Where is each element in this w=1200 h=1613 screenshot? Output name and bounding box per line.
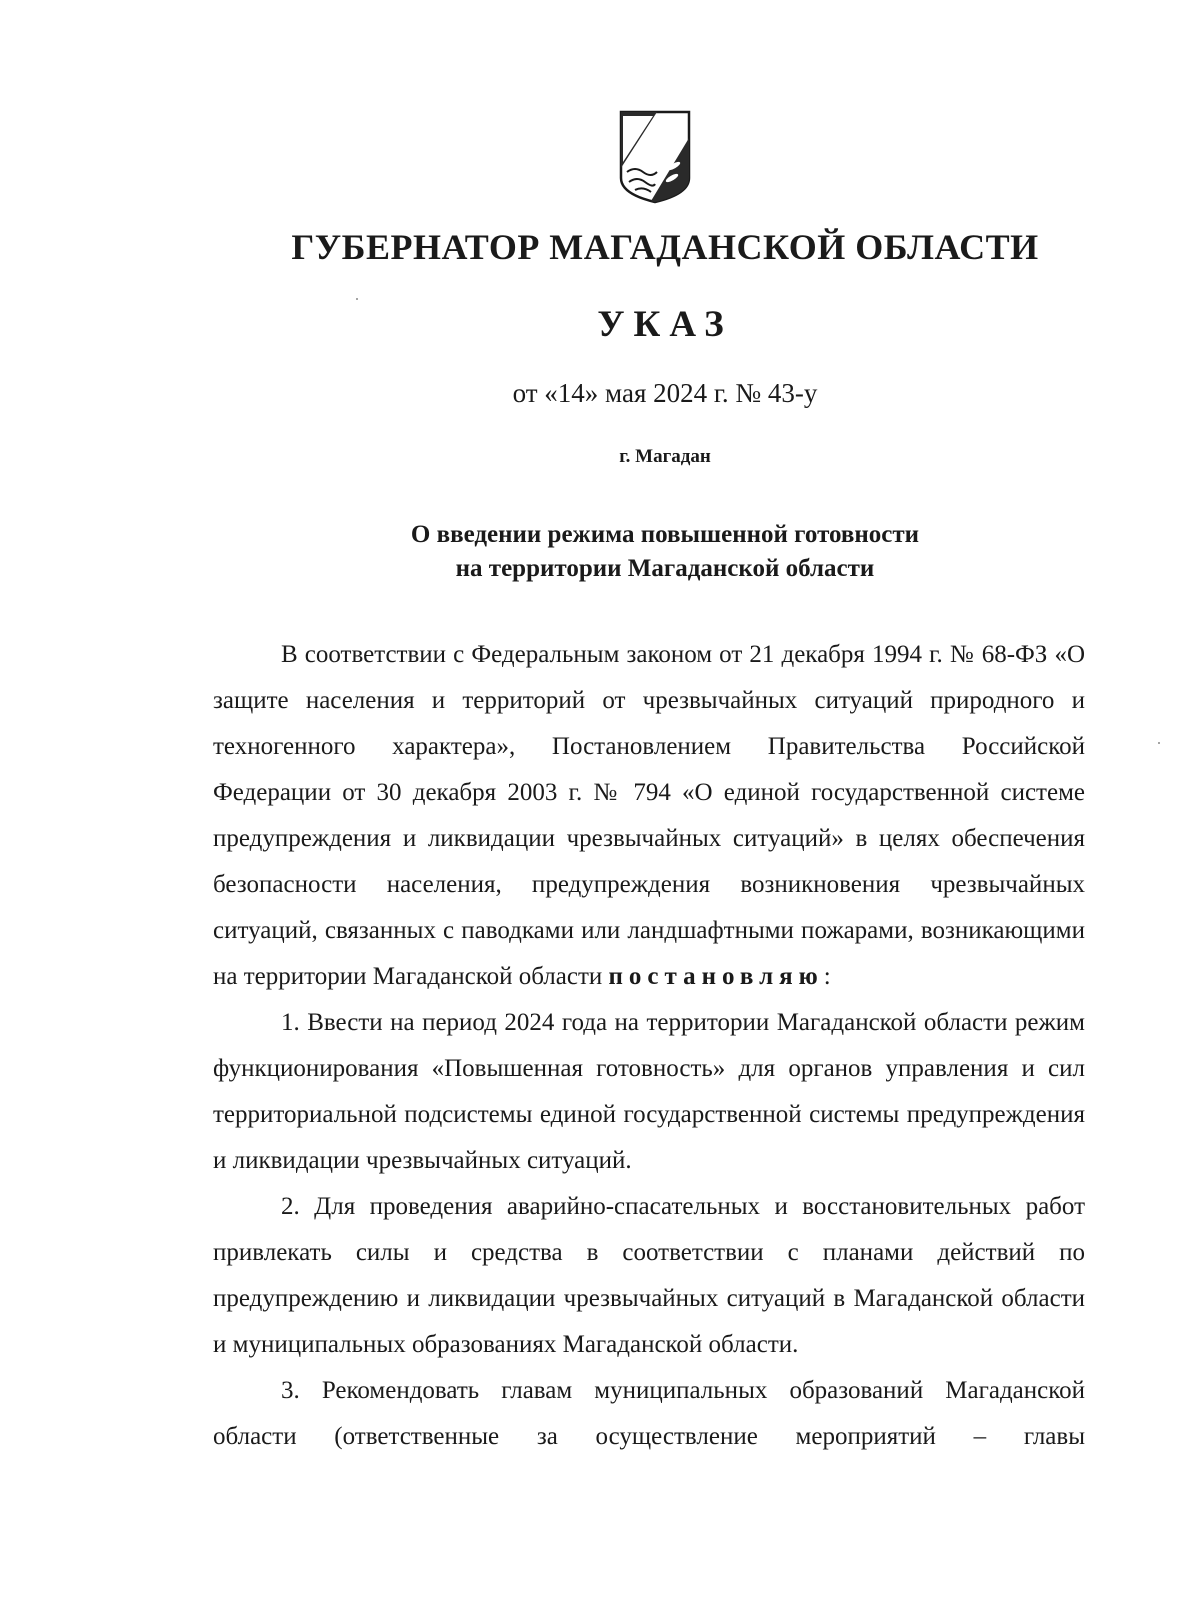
document-date-number: от «14» мая 2024 г. № 43-у — [512, 378, 818, 408]
document-city: г. Магадан — [619, 446, 711, 467]
coat-of-arms-icon — [617, 108, 693, 204]
resolve-word: постановляю — [608, 963, 824, 990]
resolve-suffix: : — [823, 963, 831, 990]
item-paragraph-2: 2. Для проведения аварийно-спасательных и восстановительных работ привлекать силы и средства в соответствии с планами действий по предупреждению и ликвидации чрезвычайных ситуаций в Магаданской области и муниципальных образованиях Магаданской области. — [213, 1193, 1085, 1358]
subject-line-1: О введении режима повышенной готовности — [410, 521, 920, 548]
document-type: УКАЗ — [597, 304, 733, 345]
subject-line-2: на территории Магаданской области — [455, 555, 875, 582]
preamble-text: В соответствии с Федеральным законом от 21 декабря 1994 г. № 68-ФЗ «О защите населения и территорий от чрезвычайных ситуаций природного и техногенного характера», Постановлением Правительства Российской Федерации от 30 декабря 2003 г. № 794 «О единой государственной системе предупреждения и ликвидации чрезвычайных ситуаций» в целях обеспечения безопасности населения, предупреждения возникновения чрезвычайных ситуаций, связанных с паводками или ландшафтными пожарами, возникающими на территории Магаданской области — [213, 641, 1085, 990]
preamble-paragraph — [213, 632, 1085, 1000]
scan-speck — [1158, 742, 1160, 744]
document-body — [213, 632, 1085, 1460]
item-paragraph-3: 3. Рекомендовать главам муниципальных образований Магаданской области (ответственные за осуществление мероприятий – главы — [213, 1377, 1085, 1450]
scan-speck — [356, 298, 358, 300]
item-paragraph-1: 1. Ввести на период 2024 года на территории Магаданской области режим функционирования «Повышенная готовность» для органов управления и сил территориальной подсистемы единой государственной системы предупреждения и ликвидации чрезвычайных ситуаций. — [213, 1009, 1085, 1174]
document-subject — [130, 518, 1200, 586]
issuer-title: ГУБЕРНАТОР МАГАДАНСКОЙ ОБЛАСТИ — [291, 227, 1039, 267]
